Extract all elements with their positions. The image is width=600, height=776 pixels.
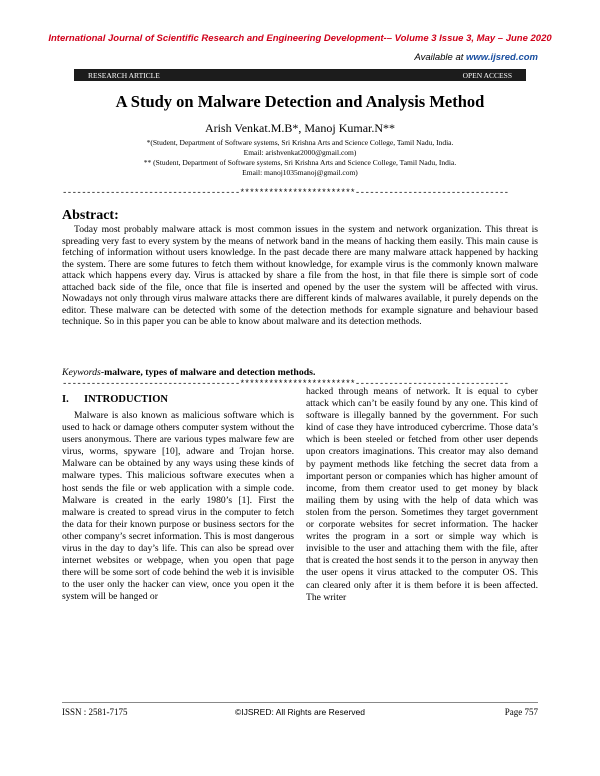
affiliation-1: *(Student, Department of Software systems, Sri Krishna Arts and Science College, Tamil Nadu, India. <box>146 138 454 147</box>
abstract-heading: Abstract: <box>62 208 119 223</box>
keywords-text: -malware, types of malware and detection methods. <box>100 367 316 378</box>
abstract-body: Today most probably malware attack is most common issues in the system and network organization. This threat is spreading very fast to every system by the means of network band in the means of hacking them easily. This main cause is fetching of information without users knowledge. In the past decade there are many malware attack happened by hacking the system. There are some futures to fetch them without knowledge, for example virus is the commonly known malware attack which happens every day. Virus is attacked by share a file from the host, in that file there is simple sort of code attached back side of the file, once that file is inserted and opened by the user the system will be affected with virus. Nowadays not only through virus malware attacks there are different kinds of malwares available, it purely depends on the editor. These malware can be detected with some of the detection methods for example signature and behaviour based technique. So in this paper you can be able to know about malware and its detection methods. <box>62 224 538 328</box>
paper-authors: Arish Venkat.M.B*, Manoj Kumar.N** <box>204 121 396 135</box>
paper-title: A Study on Malware Detection and Analysis Method <box>115 92 485 111</box>
keywords-label: Keywords <box>62 367 101 378</box>
available-prefix: Available at <box>414 52 467 63</box>
section-number: I. <box>62 394 69 405</box>
intro-left-column: Malware is also known as malicious software which is used to hack or damage others computer system without the users anonymous. There are various types malware few are virus, worms, spyware [10], adware and Trojan horse. Malware can be obtained by any ways using these kinds of malware types. This malicious software executes when a host sends the file or web application with a simple code. Malware is created in the early 1980’s [1]. First the malware is created to spread virus in the computer to fetch the data for their known purpose or business sectors for the other company’s secret information. This is most dangerous virus in the day to day’s life. This can also be spread over internet websites or webpage, when you open that page there will be some sort of code behind the web it is invisible to the user only the hacker can view, once you open it the system will be hanged or <box>62 410 294 603</box>
research-article-label: RESEARCH ARTICLE <box>88 70 160 80</box>
page-number: Page 757 <box>504 707 538 717</box>
intro-right-column: hacked through means of network. It is equal to cyber attack which can’t be easily found by any one. This kind of software is illegally banned by the government. For such kind of case they have introduced cybercrime. Those data’s which is been steeled or fetched from other user depends upon creators imaginations. This creator may also demand by payment methods like fetching the secret data from a important person or companies which has higher amount of income, from them creator used to get money by black mailing them by using with the help of data which was stolen from the person. Sometimes they target government or corporate websites for secret information. The hacker writes the program in a sort or simple way which is invisible to the user and attaching them with the file, after that is created the host sends it to the person in anyway then the user opens it virus attacked to the computer OS. This can cleared only after it is them before it is been affected. The writer <box>306 386 538 603</box>
affiliation-2: ** (Student, Department of Software systems, Sri Krishna Arts and Science College, Tamil Nadu, India. <box>143 158 457 167</box>
article-type-bar <box>74 69 526 81</box>
email-1: Email: arishvenkat2000@gmail.com) <box>243 148 357 157</box>
separator-top: -------------------------------------************************-------------------------------- <box>62 188 509 198</box>
section-heading <box>62 394 168 405</box>
availability-line <box>414 52 538 63</box>
issn-label: ISSN : 2581-7175 <box>62 707 128 717</box>
footer-divider <box>62 702 538 703</box>
email-2: Email: manoj1035manoj@gmail.com) <box>242 168 358 177</box>
journal-header: International Journal of Scientific Research and Engineering Development-– Volume 3 Issue 3, May – June 2020 <box>48 33 552 44</box>
separator-bottom: -------------------------------------************************-------------------------------- <box>62 379 509 389</box>
keywords-line <box>62 367 315 378</box>
open-access-label: OPEN ACCESS <box>462 70 512 80</box>
copyright-label: ©IJSRED: All Rights are Reserved <box>234 707 366 717</box>
journal-url-link[interactable]: www.ijsred.com <box>466 52 538 63</box>
section-title: INTRODUCTION <box>84 394 169 405</box>
